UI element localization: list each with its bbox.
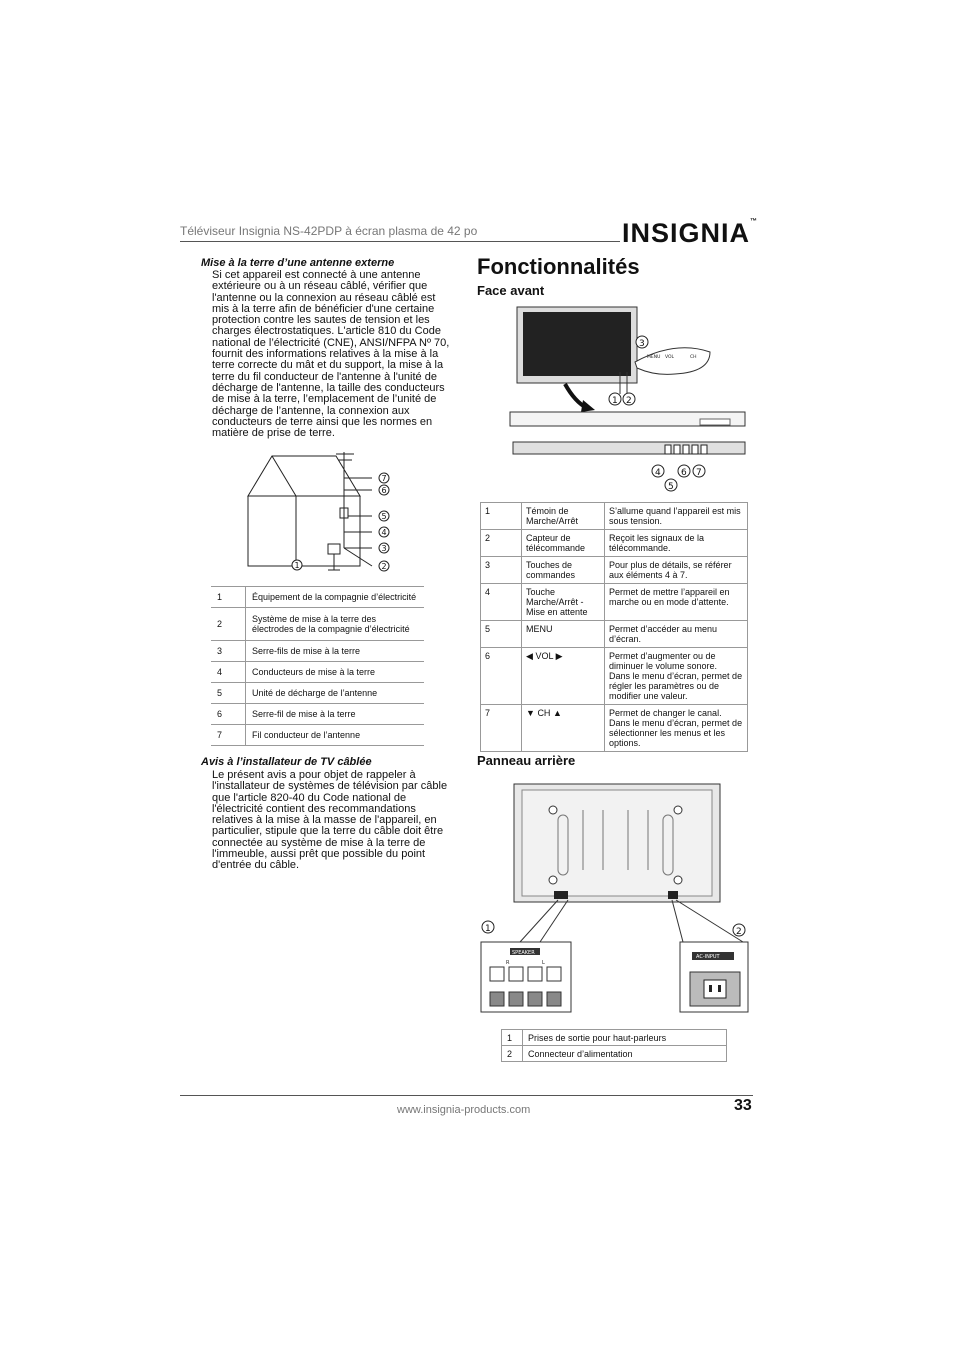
svg-text:2: 2 [626, 396, 632, 406]
svg-text:5: 5 [668, 482, 674, 492]
table-row: 7 ▼ CH ▲ Permet de changer le canal. Dans le menu d’écran, permet de sélectionner les menus et les options. [481, 705, 748, 752]
svg-text:AC-INPUT: AC-INPUT [696, 954, 720, 960]
section-heading-cable: Avis à l’installateur de TV câblée [201, 756, 372, 768]
svg-text:1: 1 [294, 561, 300, 570]
table-row: 2 Système de mise à la terre des électrodes de la compagnie d’électricité [211, 608, 424, 641]
front-heading: Face avant [477, 283, 545, 298]
antenna-grounding-diagram [240, 448, 400, 576]
svg-text:6: 6 [381, 486, 387, 495]
running-header: Téléviseur Insignia NS-42PDP à écran plasma de 42 po [180, 224, 478, 238]
page-number: 33 [734, 1097, 752, 1114]
front-features-table [480, 502, 748, 752]
svg-text:5: 5 [381, 512, 387, 521]
svg-text:4: 4 [381, 528, 387, 537]
svg-text:3: 3 [381, 544, 387, 553]
table-row: 1 Équipement de la compagnie d’électricité [211, 587, 424, 608]
insignia-logo: INSIGNIA™ [622, 218, 759, 248]
table-row: 7 Fil conducteur de l’antenne [211, 725, 424, 746]
svg-text:1: 1 [485, 924, 491, 934]
table-row: 4 Conducteurs de mise à la terre [211, 662, 424, 683]
rear-heading: Panneau arrière [477, 753, 576, 768]
cable-paragraph: Le présent avis a pour objet de rappeler à l'installateur de systèmes de télévision par câble que l'article 820-40 du Code national de l'électricité contient des recommandations relatives à la mise à la masse de l'appareil, en particulier, stipule que la terre du câble doit être connectée au système de mise à la terre de l'immeuble, aussi prêt que possible du point d'entrée du câble. [212, 769, 448, 872]
svg-text:6: 6 [681, 468, 687, 478]
svg-text:1: 1 [612, 396, 618, 406]
footer-url: www.insignia-products.com [397, 1104, 531, 1116]
svg-text:2: 2 [381, 562, 387, 571]
table-row: 5 Unité de décharge de l’antenne [211, 683, 424, 704]
table-row: 3 Touches de commandes Pour plus de détails, se référer aux éléments 4 à 7. [481, 557, 748, 584]
svg-text:4: 4 [655, 468, 661, 478]
table-row: 2 Connecteur d’alimentation [502, 1046, 727, 1062]
svg-text:3: 3 [639, 339, 645, 349]
table-row: 4 Touche Marche/Arrêt - Mise en attente Permet de mettre l’appareil en marche ou en mode d’attente. [481, 584, 748, 621]
grounding-legend-table [211, 586, 424, 746]
footer-rule [180, 1095, 753, 1096]
svg-text:2: 2 [736, 927, 742, 937]
table-row: 1 Prises de sortie pour haut-parleurs [502, 1030, 727, 1046]
svg-text:MENU: MENU [647, 355, 661, 360]
section-heading-grounding: Mise à la terre d’une antenne externe [201, 257, 395, 269]
table-row: 2 Capteur de télécommande Reçoit les signaux de la télécommande. [481, 530, 748, 557]
svg-text:CH: CH [690, 355, 697, 360]
table-row: 1 Témoin de Marche/Arrêt S’allume quand l’appareil est mis sous tension. [481, 503, 748, 530]
ch-up-arrow-icon: ▲ [552, 708, 562, 718]
table-row: 6 ◀ VOL ▶ Permet d’augmenter ou de diminuer le volume sonore. Dans le menu d’écran, permet de régler les paramètres ou de modifier une valeur. [481, 648, 748, 705]
vol-left-arrow-icon: ◀ [526, 651, 533, 661]
header-rule [180, 241, 620, 242]
table-row: 5 MENU Permet d’accéder au menu d’écran. [481, 621, 748, 648]
svg-text:R: R [506, 960, 510, 966]
table-row: 3 Serre-fils de mise à la terre [211, 641, 424, 662]
ch-down-arrow-icon: ▼ [526, 708, 535, 718]
grounding-paragraph: Si cet appareil est connecté à une antenne extérieure ou à un réseau câblé, vérifier que l'antenne ou la connexion au réseau câblé est mis à la terre afin de bénéficier d'une certaine protection contre les sautes de tension et les charges électrostatiques. L'article 810 du Code national de l’électricité (CNE), ANSI/NFPA Nº 70, fournit des informations relatives à la mise à la terre correcte du mât et du support, la mise à la terre du fil conducteur de l'antenne à l'unité de décharge de l'antenne, la taille des conducteurs de mise à la terre, l’emplacement de l’unité de décharge de l’antenne, la connexion aux conducteurs de terre ainsi que les normes en matière de prise de terre. [212, 269, 450, 440]
page-title: Fonctionnalités [477, 254, 640, 279]
svg-text:7: 7 [696, 468, 702, 478]
svg-text:VOL: VOL [665, 355, 675, 360]
table-row: 6 Serre-fil de mise à la terre [211, 704, 424, 725]
svg-text:L: L [542, 960, 545, 966]
vol-right-arrow-icon: ▶ [555, 651, 563, 661]
svg-text:SPEAKER: SPEAKER [512, 950, 535, 956]
rear-panel-table [501, 1029, 727, 1062]
svg-text:7: 7 [381, 474, 387, 483]
rear-panel-diagram [478, 780, 750, 1016]
front-panel-diagram [505, 302, 750, 494]
